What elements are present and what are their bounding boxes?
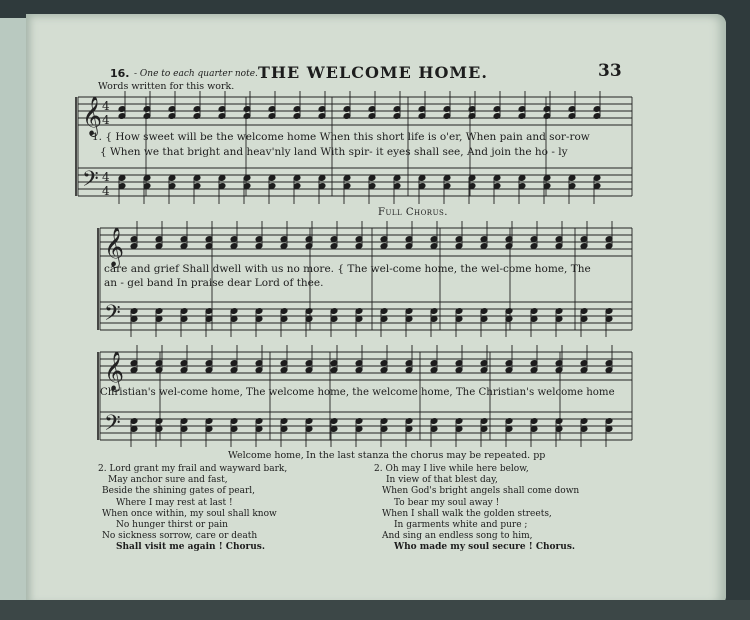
clef-icon: 𝄢 xyxy=(104,411,121,441)
page-number: 33 xyxy=(598,61,622,81)
clef-icon: 𝄢 xyxy=(104,301,121,331)
stanza-line: When I shall walk the golden streets, xyxy=(382,508,552,519)
clef-icon: 𝄞 xyxy=(82,96,103,136)
lyric-line-2a: care and grief Shall dwell with us no more. { The wel-come home, the wel-come home, The xyxy=(104,263,591,275)
lyric-line-3: Christian's wel-come home, The welcome home, the welcome home, The Christian's welcome home xyxy=(100,387,615,398)
stanza-line: No sickness sorrow, care or death xyxy=(102,531,258,542)
hymn-instruction: - One to each quarter note. xyxy=(134,69,258,79)
repeat-instruction: In the last stanza the chorus may be repeated. pp xyxy=(306,450,546,461)
clef-icon: 𝄞 xyxy=(104,351,125,391)
stanza-line: Beside the shining gates of pearl, xyxy=(102,486,256,497)
stanza-line: To bear my soul away ! xyxy=(394,497,500,508)
hymn-number: 16. xyxy=(110,67,130,80)
clef-icon: 4 xyxy=(102,170,110,184)
clef-icon: 𝄢 xyxy=(82,167,99,197)
stanza-line: 2. Lord grant my frail and wayward bark, xyxy=(98,464,288,474)
full-chorus-label: Full Chorus. xyxy=(378,207,448,218)
clef-icon: 4 xyxy=(102,99,110,113)
page-title: THE WELCOME HOME. xyxy=(258,63,488,82)
credit-line: Words written for this work. xyxy=(98,81,235,92)
stanza-line: Who made my soul secure ! Chorus. xyxy=(394,542,576,553)
stanza-line: And sing an endless song to him, xyxy=(382,531,533,542)
stanza-2 xyxy=(98,464,287,554)
stanza-line: In view of that blest day, xyxy=(386,475,498,486)
stanza-3 xyxy=(374,464,579,554)
stanza-line: When once within, my soul shall know xyxy=(102,508,277,519)
lyric-line-1a: 1. { How sweet will be the welcome home When this short life is o'er, When pain and sor-row xyxy=(92,131,590,143)
clef-icon: 4 xyxy=(102,184,110,198)
stanza-line: Shall visit me again ! Chorus. xyxy=(116,542,265,553)
clef-icon: 4 xyxy=(102,113,110,127)
welcome-home-note: Welcome home, xyxy=(228,450,304,461)
stanza-line: May anchor sure and fast, xyxy=(108,475,228,486)
stanza-line: No hunger thirst or pain xyxy=(116,520,228,531)
stanza-line: When God's bright angels shall come down xyxy=(382,486,580,497)
stanza-line: In garments white and pure ; xyxy=(394,520,528,531)
stanza-line: 2. Oh may I live while here below, xyxy=(374,464,529,474)
clef-icon: 𝄞 xyxy=(104,227,125,267)
lyric-line-2b: an - gel band In praise dear Lord of thee. xyxy=(104,277,324,289)
lyric-line-1b: { When we that bright and heav'nly land With spir- it eyes shall see, And join the ho - ly xyxy=(100,146,568,158)
stanza-line: Where I may rest at last ! xyxy=(116,497,233,508)
